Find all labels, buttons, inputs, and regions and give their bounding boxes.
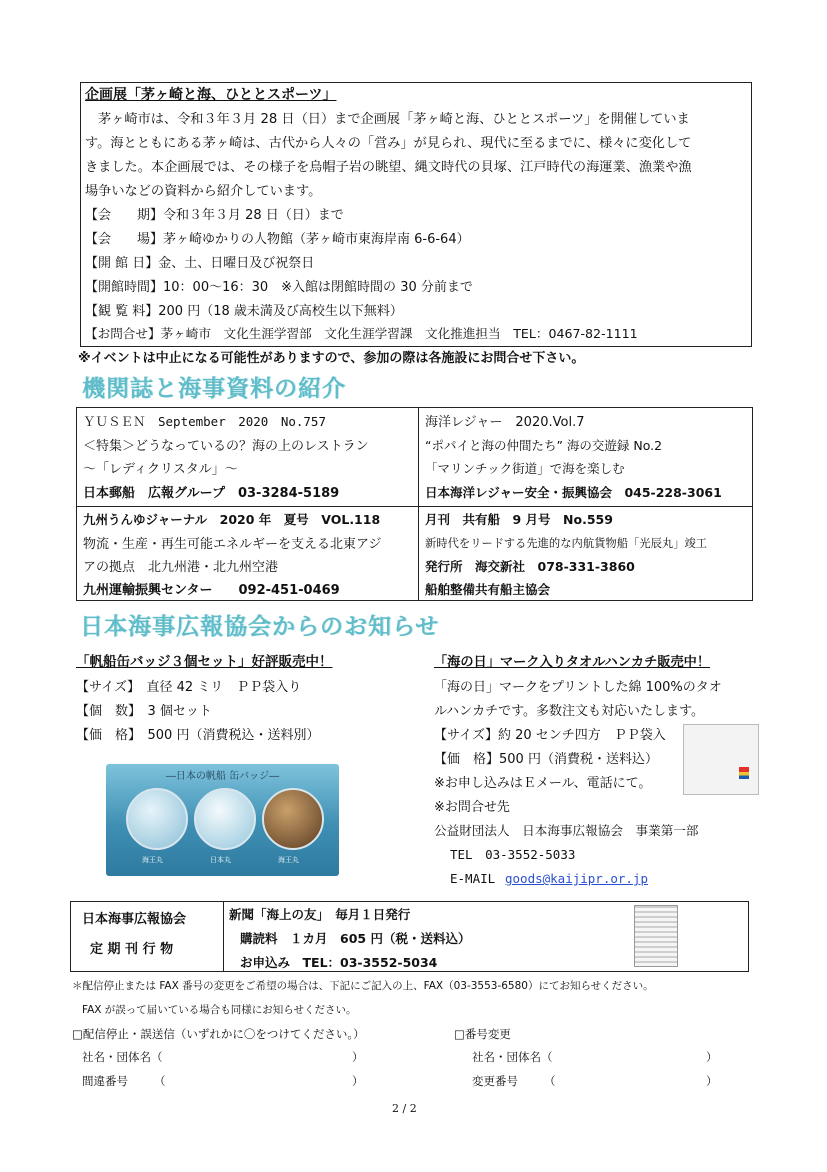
badge-title: 「帆船缶バッジ３個セット」好評販売中！ xyxy=(76,654,333,670)
badge-count: 【個 数】 3 個セット xyxy=(76,704,212,719)
exhibit-body-4: 場争いなどの資料から紹介しています。 xyxy=(85,184,322,199)
exhibit-period: 【会 期】令和３年３月 28 日（日）まで xyxy=(85,208,344,223)
number-change-heading: □番号変更 xyxy=(454,1027,511,1041)
towel-size: 【サイズ】約 20 センチ四方 ＰＰ袋入 xyxy=(434,728,666,743)
magazine-kyushu-line2: 物流・生産・再生可能エネルギーを支える北東アジ xyxy=(83,537,382,552)
magazine-leisure-title: 海洋レジャー 2020.Vol.7 xyxy=(425,415,585,430)
towel-desc-2: ルハンカチです。多数注文も対応いたします。 xyxy=(434,704,705,719)
newspaper-thumbnail xyxy=(634,905,678,967)
magazine-yusen-line2: ＜特集＞どうなっているの？海の上のレストラン xyxy=(83,439,369,454)
changed-number-open[interactable]: （ xyxy=(544,1074,556,1088)
magazine-grid-hdivider xyxy=(76,506,753,507)
towel-image xyxy=(683,724,759,795)
umi-no-hi-mark-icon xyxy=(739,767,749,779)
badge-price: 【価 格】 500 円（消費税込・送料別） xyxy=(76,728,320,743)
exhibit-body-1: 茅ヶ崎市は、令和３年３月 28 日（日）まで企画展「茅ヶ崎と海、ひととスポーツ」を開催していま xyxy=(98,112,690,127)
company-field-left-close[interactable]: ） xyxy=(352,1050,364,1064)
page-number: 2 / 2 xyxy=(392,1102,417,1115)
towel-inquiry-org: 公益財団法人 日本海事広報協会 事業第一部 xyxy=(434,823,699,838)
footer-note-1: ＊配信停止または FAX 番号の変更をご希望の場合は、下記にご記入の上、FAX（03-3553-6580）にてお知らせください。 xyxy=(72,980,654,992)
exhibit-title: 企画展「茅ヶ崎と海、ひととスポーツ」 xyxy=(85,87,337,103)
wrong-number-open[interactable]: （ xyxy=(154,1074,166,1088)
badge-right xyxy=(262,788,324,850)
magazine-kyushu-title: 九州うんゆジャーナル 2020 年 夏号 VOL.118 xyxy=(83,512,381,527)
wrong-number-label: 間違番号 xyxy=(82,1074,128,1088)
company-field-right-close[interactable]: ） xyxy=(706,1050,718,1064)
badge-label-middle: 日本丸 xyxy=(210,856,231,864)
magazine-grid-vdivider xyxy=(418,407,419,601)
badge-label-right: 海王丸 xyxy=(278,856,299,864)
magazine-leisure-line2: “ポパイと海の仲間たち” 海の交遊録 No.2 xyxy=(425,438,663,453)
magazine-yusen-line3: ～「レディクリスタル」～ xyxy=(83,462,238,477)
towel-desc-1: 「海の日」マークをプリントした綿 100%のタオ xyxy=(434,680,722,695)
periodical-apply: お申込み TEL：03-3552-5034 xyxy=(240,955,438,970)
towel-email-label: E-MAIL xyxy=(450,871,496,886)
magazine-yusen-title: ＹＵＳＥＮ September 2020 No.757 xyxy=(83,414,326,429)
company-field-left-label: 社名・団体名（ xyxy=(82,1050,163,1064)
towel-inquiry-label: ※お問合せ先 xyxy=(434,800,510,815)
badge-label-left: 海王丸 xyxy=(142,856,163,864)
periodical-fee: 購読料 １カ月 605 円（税・送料込） xyxy=(240,931,471,946)
exhibit-body-3: きました。本企画展では、その様子を烏帽子岩の眺望、縄文時代の貝塚、江戸時代の海運業、漁業や漁 xyxy=(85,160,692,175)
exhibit-contact: 【お問合せ】茅ヶ崎市 文化生涯学習部 文化生涯学習課 文化推進担当 TEL：0467-82-1111 xyxy=(85,326,638,341)
badge-image-header: ―日本の帆船 缶バッジ― xyxy=(165,771,280,782)
magazine-kyoyusen-contact: 船舶整備共有船主協会 xyxy=(425,582,551,597)
magazine-kyushu-contact: 九州運輸振興センター 092-451-0469 xyxy=(83,583,340,598)
towel-tel: TEL 03-3552-5033 xyxy=(450,847,576,862)
towel-title: 「海の日」マーク入りタオルハンカチ販売中！ xyxy=(434,655,711,670)
changed-number-close[interactable]: ） xyxy=(706,1074,718,1088)
magazine-kyushu-line3: アの拠点 北九州港・北九州空港 xyxy=(83,560,279,575)
badge-middle xyxy=(194,788,256,850)
magazine-leisure-line3: 「マリンチック街道」で海を楽しむ xyxy=(425,461,625,476)
magazine-yusen-contact: 日本郵船 広報グループ 03-3284-5189 xyxy=(83,486,340,501)
section-title-magazines: 機関誌と海事資料の紹介 xyxy=(82,376,346,402)
exhibit-open-days: 【開 館 日】金、土、日曜日及び祝祭日 xyxy=(85,256,315,271)
magazine-kyoyusen-line2: 新時代をリードする先進的な内航貨物船「光辰丸」竣工 xyxy=(425,537,708,550)
exhibit-fee: 【観 覧 料】200 円（18 歳未満及び高校生以下無料） xyxy=(85,304,403,319)
magazine-leisure-contact: 日本海洋レジャー安全・振興協会 045-228-3061 xyxy=(425,485,722,500)
exhibit-hours: 【開館時間】10：00～16：30 ※入館は閉館時間の 30 分前まで xyxy=(85,280,473,295)
magazine-kyoyusen-line3: 発行所 海交新社 078-331-3860 xyxy=(425,559,635,574)
event-notice: ※イベントは中止になる可能性がありますので、参加の際は各施設にお問合せ下さい。 xyxy=(78,351,585,366)
company-field-right-label: 社名・団体名（ xyxy=(472,1050,553,1064)
towel-email-link[interactable]: goods@kaijipr.or.jp xyxy=(505,871,648,886)
badge-size: 【サイズ】 直径 42 ミリ ＰＰ袋入り xyxy=(76,680,302,695)
badge-left xyxy=(126,788,188,850)
periodical-org: 日本海事広報協会 xyxy=(82,912,187,927)
periodical-divider xyxy=(223,901,224,972)
exhibit-body-2: す。海とともにある茅ヶ崎は、古代から人々の「営み」が見られ、現代に至るまでに、様々に変化して xyxy=(85,136,692,151)
badge-set-image xyxy=(106,764,339,876)
footer-note-2: FAX が誤って届いている場合も同様にお知らせください。 xyxy=(82,1004,357,1016)
stop-delivery-heading: □配信停止・誤送信（いずれかに〇をつけてください。） xyxy=(72,1027,365,1041)
exhibit-venue: 【会 場】茅ヶ崎ゆかりの人物館（茅ヶ崎市東海岸南 6-6-64） xyxy=(85,232,470,247)
periodical-title: 新聞「海上の友」 毎月１日発行 xyxy=(229,907,411,922)
towel-order-note: ※お申し込みはＥメール、電話にて。 xyxy=(434,776,652,791)
wrong-number-close[interactable]: ） xyxy=(352,1074,364,1088)
changed-number-label: 変更番号 xyxy=(472,1074,518,1088)
magazine-kyoyusen-title: 月刊 共有船 9 月号 No.559 xyxy=(425,512,613,527)
periodical-label: 定 期 刊 行 物 xyxy=(90,942,174,957)
section-title-notices: 日本海事広報協会からのお知らせ xyxy=(80,614,440,640)
towel-price: 【価 格】500 円（消費税・送料込） xyxy=(434,752,658,767)
